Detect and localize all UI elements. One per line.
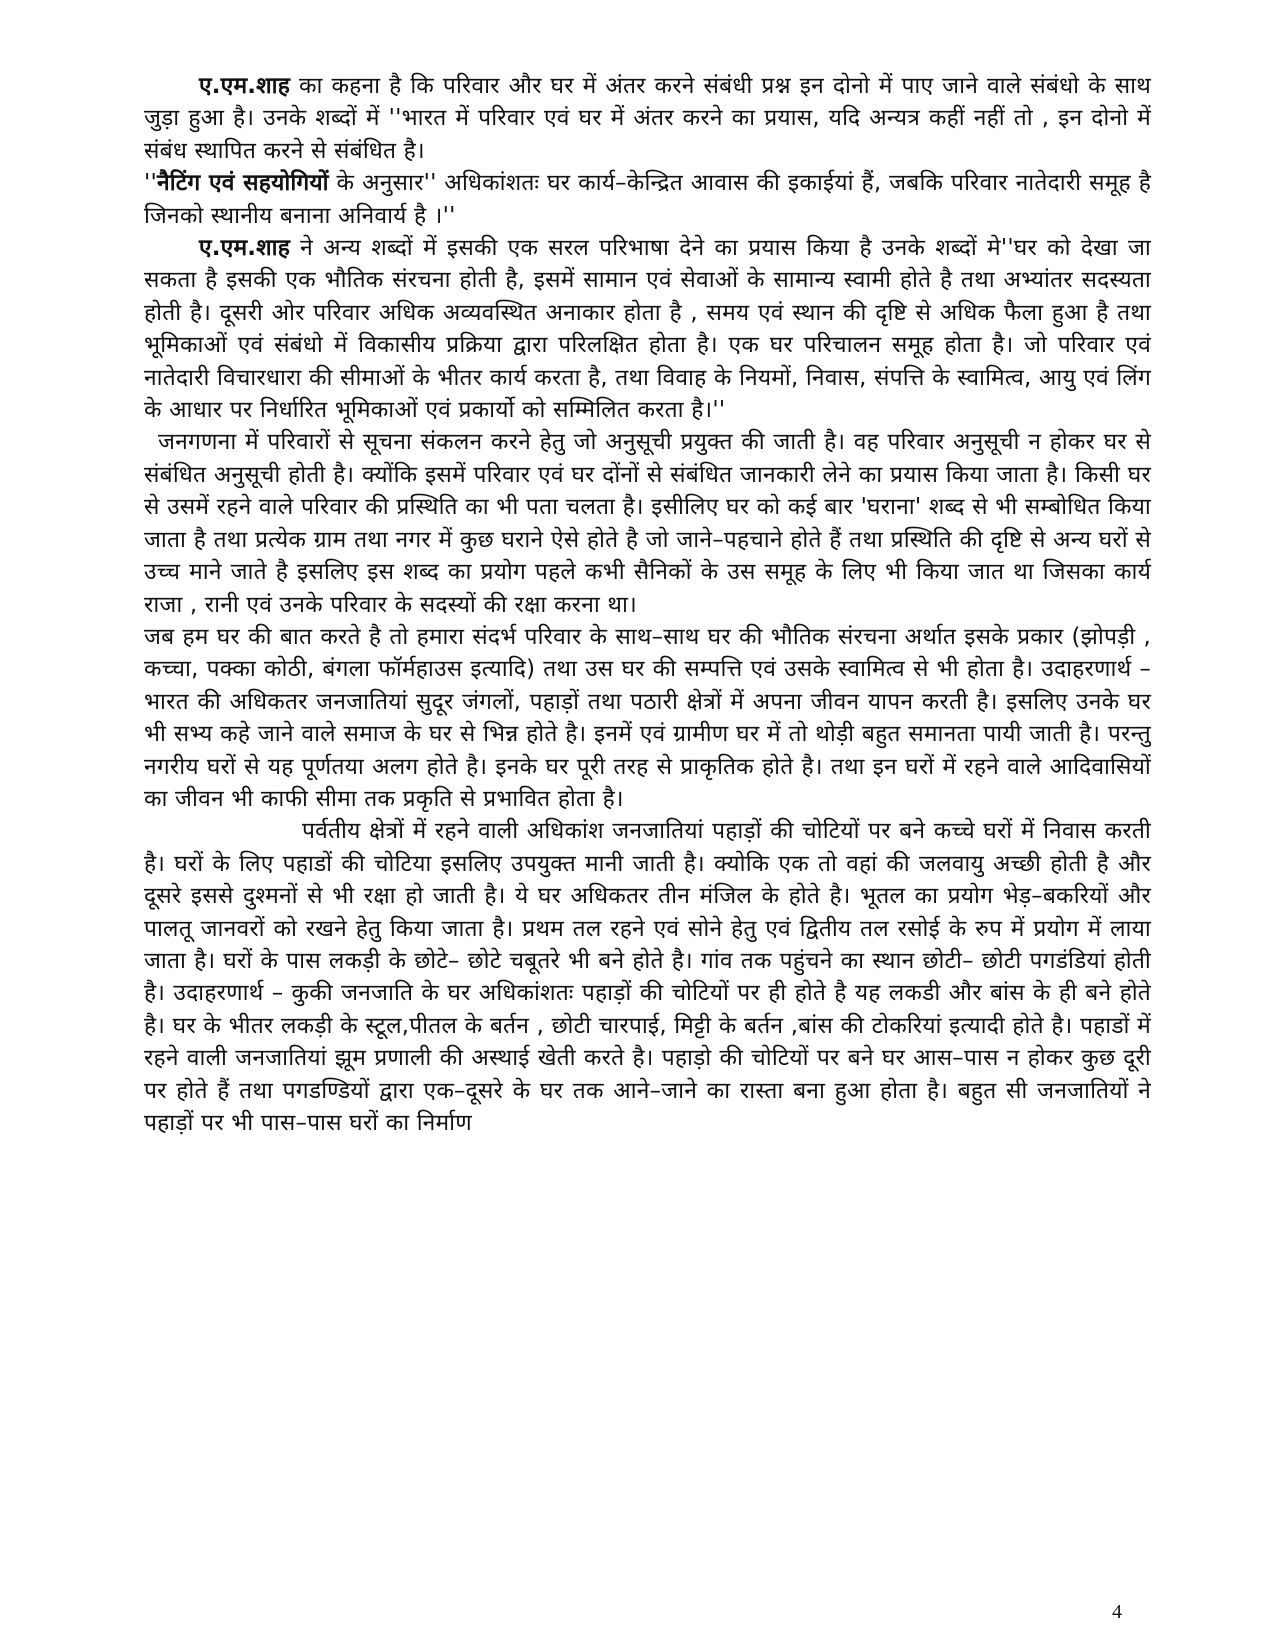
author-name: नैटिंग एवं सहयोगियों xyxy=(156,170,329,197)
quote-mark: '' xyxy=(144,170,157,197)
author-name: ए.एम.शाह xyxy=(199,235,291,262)
paragraph-text: ने अन्य शब्दों में इसकी एक सरल परिभाषा देने का प्रयास किया है उनके शब्दों मे''घर को देखा जा सकता है इसकी एक भौतिक संरचना होती है, इसमें सामान एवं सेवाओं के सामान्य स्वामी होते है तथा अभ्यांतर सदस्यता होती है। दूसरी ओर परिवार अधिक अव्यवस्थित अनाकार होता है , समय एवं स्थान की दृष्टि से अधिक फैला हुआ है तथा भूमिकाओं एवं संबंधो में विकासीय प्रक्रिया द्वारा परिलक्षित होता है। एक घर परिचालन समूह होता है। जो परिवार एवं नातेदारी विचारधारा की सीमाओं के भीतर कार्य करता है, तथा विवाह के नियमों, निवास, संपत्ति के स्वामित्व, आयु एवं लिंग के आधार पर निर्धारित भूमिकाओं एवं प्रकार्यो को सम्मिलित करता है।'' xyxy=(144,235,1151,424)
paragraph-house-structure: जब हम घर की बात करते है तो हमारा संदर्भ परिवार के साथ–साथ घर की भौतिक संरचना अर्थात इसके प्रकार (झोपड़ी , कच्चा, पक्का कोठी, बंगला फॉर्महाउस इत्यादि) तथा उस घर की सम्पत्ति एवं उसके स्वामित्व से भी होता है। उदाहरणार्थ – भारत की अधिकतर जनजातियां सुदूर जंगलों, पहाड़ों तथा पठारी क्षेत्रों में अपना जीवन यापन करती है। इसलिए उनके घर भी सभ्य कहे जाने वाले समाज के घर से भिन्न होते है। इनमें एवं ग्रामीण घर में तो थोड़ी बहुत समानता पायी जाती है। परन्तु नगरीय घरों से यह पूर्णतया अलग होते है। इनके घर पूरी तरह से प्राकृतिक होते है। तथा इन घरों में रहने वाले आदिवासियों का जीवन भी काफी सीमा तक प्रकृति से प्रभावित होता है। xyxy=(144,623,1151,812)
author-name: ए.एम.शाह xyxy=(199,73,291,99)
paragraph-census: जनगणना में परिवारों से सूचना संकलन करने हेतु जो अनुसूची प्रयुक्त की जाती है। वह परिवार अनुसूची न होकर घर से संबंधित अनुसूची होती है। क्योंकि इसमें परिवार एवं घर दोंनों से संबंधित जानकारी लेने का प्रयास किया जाता है। किसी घर से उसमें रहने वाले परिवार की प्रस्थिति का भी पता चलता है। इसीलिए घर को कई बार 'घराना' शब्द से भी सम्बोधित किया जाता है तथा प्रत्येक ग्राम तथा नगर में कुछ घराने ऐसे होते है जो जाने–पहचाने होते हैं तथा प्रस्थिति की दृष्टि से अन्य घरों से उच्च माने जाते है इसलिए इस शब्द का प्रयोग पहले कभी सैनिकों के उस समूह के लिए भी किया जात था जिसका कार्य राजा , रानी एवं उनके परिवार के सदस्यों की रक्षा करना था। xyxy=(144,429,1151,618)
paragraph-shah-definition xyxy=(144,70,1151,167)
document-body xyxy=(144,70,1151,1139)
paragraph-shah-simple-definition xyxy=(144,232,1151,426)
paragraph-netting-quote xyxy=(144,167,1151,232)
page-number: 4 xyxy=(1112,1601,1122,1623)
paragraph-text: का कहना है कि परिवार और घर में अंतर करने संबंधी प्रश्न इन दोनो में पाए जाने वाले संबंधो के साथ जुड़ा हुआ है। उनके शब्दों में ''भारत में परिवार एवं घर में अंतर करने का प्रयास, यदि अन्यत्र कहीं नहीं तो , इन दोनो में संबंध स्थापित करने से संबंधित है। xyxy=(144,73,1151,164)
paragraph-text: के अनुसार'' अधिकांशतः घर कार्य–केन्द्रित आवास की इकाईयां हैं, जबकि परिवार नातेदारी समूह है जिनको स्थानीय बनाना अनिवार्य है ।'' xyxy=(144,170,1151,229)
paragraph-mountain-tribes: पर्वतीय क्षेत्रों में रहने वाली अधिकांश जनजातियां पहाड़ों की चोटियों पर बने कच्चे घरों में निवास करती है। घरों के लिए पहाडों की चोटिया इसलिए उपयुक्त मानी जाती है। क्योकि एक तो वहां की जलवायु अच्छी होती है और दूसरे इससे दुश्मनों से भी रक्षा हो जाती है। ये घर अधिकतर तीन मंजिल के होते है। भूतल का प्रयोग भेड़–बकरियों और पालतू जानवरों को रखने हेतु किया जाता है। प्रथम तल रहने एवं सोने हेतु एवं द्वितीय तल रसोई के रुप में प्रयोग में लाया जाता है। घरों के पास लकड़ी के छोटे– छोटे चबूतरे भी बने होते है। गांव तक पहुंचने का स्थान छोटी– छोटी पगडंडियां होती है। उदाहरणार्थ – कुकी जनजाति के घर अधिकांशतः पहाड़ों की चोटियों पर ही होते है यह लकडी और बांस के ही बने होते है। घर के भीतर लकड़ी के स्टूल,पीतल के बर्तन , छोटी चारपाई, मिट्टी के बर्तन ,बांस की टोकरियां इत्यादी होते है। पहाडों में रहने वाली जनजातियां झूम प्रणाली की अस्थाई खेती करते है। पहाड़ो की चोटियों पर बने घर आस–पास न होकर कुछ दूरी पर होते हैं तथा पगडण्डियों द्वारा एक–दूसरे के घर तक आने–जाने का रास्ता बना हुआ होता है। बहुत सी जनजातियों ने पहाड़ों पर भी पास–पास घरों का निर्माण xyxy=(144,818,1151,1136)
